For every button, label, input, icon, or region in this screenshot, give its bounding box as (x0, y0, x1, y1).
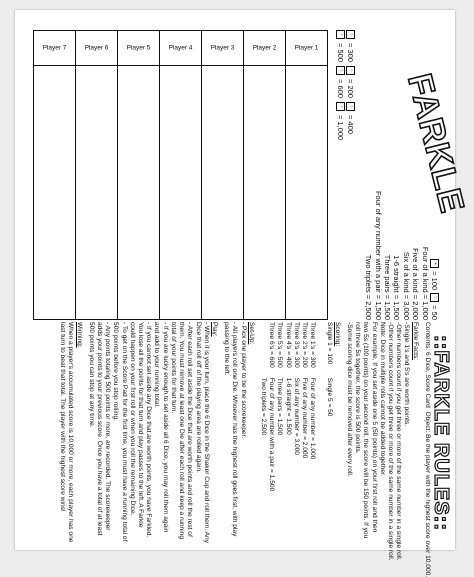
play-line: - When it is your turn, place the 6 Dice in the Shaker Cup and roll them. Any Dice that roll off of the playing area are rolled again. (194, 322, 210, 543)
player-row (76, 31, 118, 320)
player-row (34, 31, 76, 320)
player-label: Player 7 (42, 44, 67, 52)
note-line: Note: Dice in multiple rolls cannot be added together. (378, 322, 386, 477)
contents-line: Contents: 6 Dice, Score Card Object: Be the player with the highest score over 10,000. (423, 322, 431, 577)
player-row (244, 31, 286, 320)
score-table (33, 30, 328, 320)
player-row (286, 31, 328, 320)
player-row (118, 31, 160, 320)
die-five-icon: ⁙ (430, 293, 439, 302)
dice-triple-icon: ⁘ (346, 30, 355, 39)
dice-triple-icon: ⁘ (336, 102, 345, 111)
score-cell[interactable] (76, 66, 118, 320)
play-heading: Play: (210, 322, 218, 337)
player-label: Player 4 (168, 44, 193, 52)
value-line: 1-6 straight = 1,500 (392, 255, 402, 320)
scoring-columns (259, 322, 333, 544)
note-paragraph: For example, If you set aside one 5 (50 points) on your first roll and then two 5s (100 points) on your second roll, the score will be 150 points. If you roll three 5s together, the score is 500 points. (354, 322, 378, 539)
dice-triple-icon: ⁘ (336, 66, 345, 75)
fact-line: -Other numbers count if you get three or more of the same number in a single roll. (395, 322, 403, 561)
player-label: Player 3 (210, 44, 235, 52)
landscape-page (15, 10, 472, 577)
scoring-left: Single 1 = 100 Three 1's = 300 Three 2's = 200 Three 3's = 300 Three 4's = 400 Three 5's = 500 Three 6's = 600 (268, 322, 333, 368)
rules-title: ::FARKLE RULES:: (430, 335, 452, 531)
play-line: - If you are lucky enough to set aside all 6 Dice, you may roll them again and add to your running total. (153, 322, 169, 533)
score-cell[interactable] (34, 66, 76, 320)
value-line: Six of a kind = 3,000 (401, 251, 411, 320)
score-cell[interactable] (244, 66, 286, 320)
score-panel (27, 30, 472, 320)
dice-triple-icon: ⁘ (336, 30, 345, 39)
die-one-icon: • (430, 259, 439, 268)
score-cell[interactable] (286, 66, 328, 320)
note-line: -Some scoring dice must be removed after every roll. (345, 322, 353, 477)
setup-line: - All players roll one Die. Whoever has the highest roll goes first, with play passing to the left. (223, 322, 239, 537)
value-line: • = 100 ⁙ = 50 (430, 170, 439, 320)
score-cell[interactable] (160, 66, 202, 320)
rules-panel (23, 322, 452, 577)
player-label: Player 1 (294, 44, 319, 52)
player-label: Player 5 (126, 44, 151, 52)
player-row (160, 31, 202, 320)
play-line: - After each roll set aside the Dice that are worth points and roll the rest of them. You must remove at least one Die after each roll and keep a running total of your points for that turn. (169, 322, 194, 539)
player-label: Player 2 (252, 44, 277, 52)
player-row (202, 31, 244, 320)
winning-heading: Winning: (75, 322, 83, 348)
play-line: - To get on the Score Pad for the first time, you must have a running total of 500 points before you stop rolling. (112, 322, 128, 542)
score-cell[interactable] (202, 66, 244, 320)
setup-heading: Set-Up: (247, 322, 255, 345)
value-line: Four of any number with a pair = 1,500 (373, 190, 383, 320)
play-line: - Any points totaling 500 points or more, are recorded. The scorekeeper adds your points to your previous score. Once you have a total of at least 500 points you can stop at any time. (87, 322, 112, 536)
value-line: Five of a kind = 2,000 (411, 248, 421, 320)
scoring-right: Single 5 = 50 Four of any number = 1,000 Five of any number = 2,000 Six of any number = 3,000 1-6 straight = 1,500 Three pairs = 1,500 Four of any number with a pair = 1,500 Two triplets = 2,500 (259, 377, 333, 492)
score-cell[interactable] (118, 66, 160, 320)
dice-values-list: ⁘ = 300 ⁘ = 200 ⁘ = 400 ⁘ = 500 ⁘ = 600 ⁘ = 1,000 (335, 30, 355, 165)
value-line: Four of a kind = 1,000 (420, 246, 430, 320)
dice-triple-icon: ⁘ (346, 66, 355, 75)
farkle-title: FARKLE (400, 70, 472, 217)
fact-line: -Single 1's and 5's are worth points. (403, 322, 411, 427)
winning-line: When a player's accumulated score is 10,000 or more, each player has one last turn to beat that total. The player with the highest score wins! (59, 322, 75, 543)
play-line: - If you cannot set aside any Dice that are worth points, you have Farkled. You lose all the points for that turn and play passes to the left. A Farkle could happen on your first roll or when you roll the remaining Dice. (128, 322, 153, 538)
score-values-list (364, 170, 439, 320)
fact-line: -Other numbers count if you get three or more of the same number in a single roll. (386, 322, 394, 561)
rules-sheet (15, 10, 472, 577)
value-line: Three pairs = 1,500 (382, 254, 392, 320)
value-line: Two triplets = 2,500 (364, 254, 374, 320)
setup-line: - Pick one player to be the scorekeeper. (239, 322, 247, 439)
scoring-heading: Scoring: (333, 322, 341, 347)
facts-heading: Farkle Facts: (411, 322, 419, 361)
player-label: Player 6 (84, 44, 109, 52)
dice-triple-icon: ⁘ (346, 102, 355, 111)
